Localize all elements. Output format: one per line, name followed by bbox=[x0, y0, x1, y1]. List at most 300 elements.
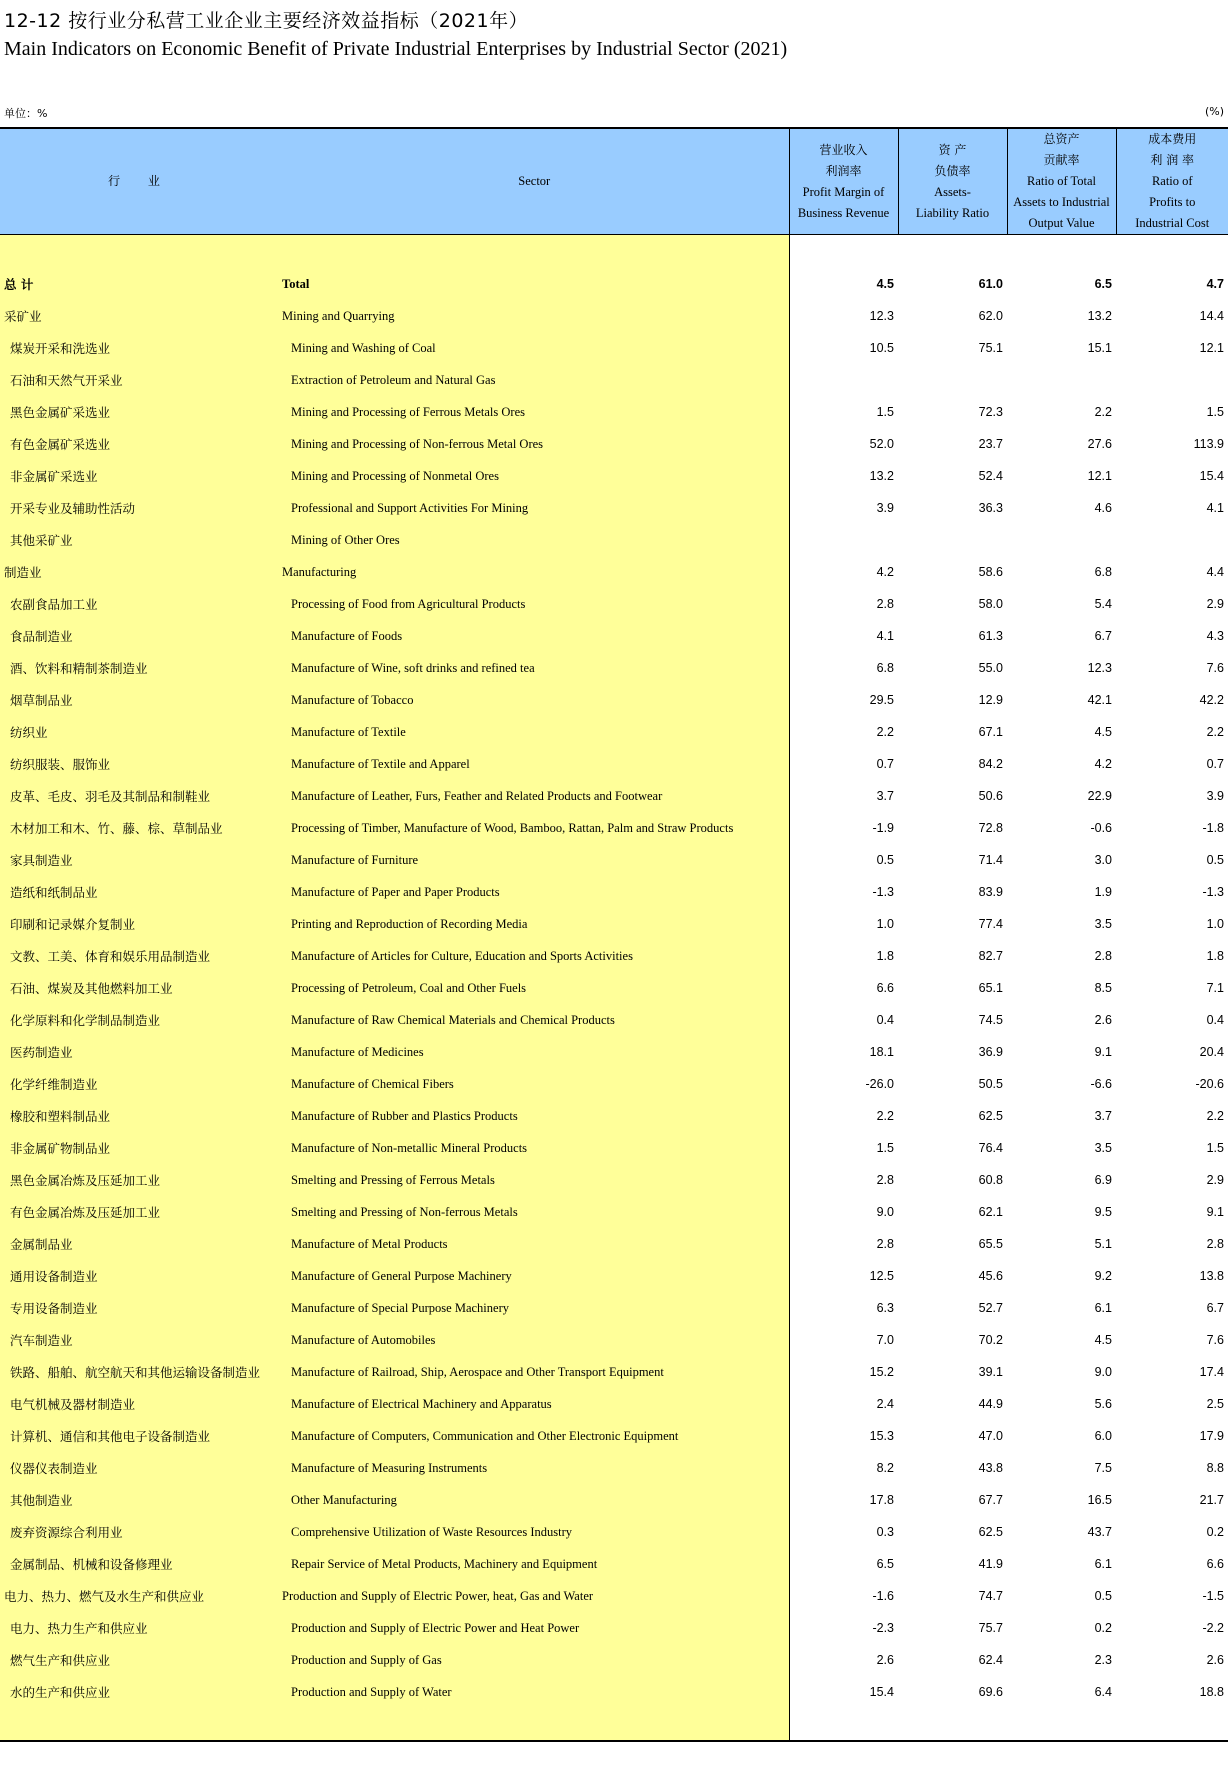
cost-profit-ratio-value: 0.2 bbox=[1206, 1525, 1224, 1539]
sector-name-cn: 汽车制造业 bbox=[0, 1324, 280, 1356]
spacer-cell bbox=[898, 1708, 1007, 1741]
profit-margin-value: 4.2 bbox=[789, 556, 898, 588]
liability-ratio-value: 23.7 bbox=[978, 437, 1003, 451]
table-row bbox=[0, 556, 1228, 588]
profit-margin-value: 52.0 bbox=[789, 428, 898, 460]
sector-name-cn: 医药制造业 bbox=[0, 1036, 280, 1068]
header-label-en: Ratio of Total bbox=[1026, 174, 1097, 188]
sector-name-en: Manufacture of Textile bbox=[280, 716, 789, 748]
sector-name-cn: 纺织服装、服饰业 bbox=[0, 748, 280, 780]
spacer-cell bbox=[0, 1708, 280, 1741]
profit-margin-value: 9.0 bbox=[789, 1196, 898, 1228]
table-title-en: Main Indicators on Economic Benefit of Private Industrial Enterprises by Industrial Sector (2021) bbox=[4, 38, 788, 60]
sector-name-cn: 酒、饮料和精制茶制造业 bbox=[0, 652, 280, 684]
indicators-table bbox=[0, 127, 1228, 1742]
table-row bbox=[0, 428, 1228, 460]
sector-name-cn: 计算机、通信和其他电子设备制造业 bbox=[0, 1420, 280, 1452]
table-row bbox=[0, 684, 1228, 716]
cost-profit-ratio-value: 15.4 bbox=[1199, 469, 1224, 483]
sector-name-en: Manufacture of Tobacco bbox=[280, 684, 789, 716]
liability-ratio-value: 72.8 bbox=[978, 821, 1003, 835]
sector-name-en: Manufacture of Wine, soft drinks and refined tea bbox=[280, 652, 789, 684]
sector-name-en: Manufacture of Computers, Communication and Other Electronic Equipment bbox=[280, 1420, 789, 1452]
cost-profit-ratio-value: 20.4 bbox=[1199, 1045, 1224, 1059]
sector-name-cn: 其他采矿业 bbox=[0, 524, 280, 556]
sector-name-en: Production and Supply of Electric Power and Heat Power bbox=[280, 1612, 789, 1644]
profit-margin-value: 2.4 bbox=[789, 1388, 898, 1420]
liability-ratio-value: 82.7 bbox=[978, 949, 1003, 963]
unit-label-right: (%) bbox=[1204, 105, 1224, 118]
assets-contribution-value: 6.1 bbox=[1094, 1557, 1112, 1571]
cost-profit-ratio-value: 14.4 bbox=[1199, 309, 1224, 323]
assets-contribution-value: 4.5 bbox=[1094, 725, 1112, 739]
table-title-cn: 12-12 按行业分私营工业企业主要经济效益指标（2021年） bbox=[4, 10, 529, 32]
liability-ratio-value: 58.6 bbox=[978, 565, 1003, 579]
header-label-cn: 营业收入 bbox=[819, 142, 868, 157]
spacer-cell bbox=[1116, 1708, 1228, 1741]
cost-profit-ratio-value: 1.5 bbox=[1206, 405, 1224, 419]
profit-margin-value: 8.2 bbox=[789, 1452, 898, 1484]
sector-name-en: Production and Supply of Gas bbox=[280, 1644, 789, 1676]
liability-ratio-value: 62.5 bbox=[978, 1109, 1003, 1123]
spacer-cell bbox=[1116, 235, 1228, 269]
sector-name-en: Manufacture of General Purpose Machinery bbox=[280, 1260, 789, 1292]
assets-contribution-value: 6.9 bbox=[1094, 1173, 1112, 1187]
sector-name-en: Manufacture of Special Purpose Machinery bbox=[280, 1292, 789, 1324]
sector-name-cn: 仪器仪表制造业 bbox=[0, 1452, 280, 1484]
liability-ratio-value: 67.7 bbox=[978, 1493, 1003, 1507]
profit-margin-value: 6.6 bbox=[789, 972, 898, 1004]
assets-contribution-value: 1.9 bbox=[1094, 885, 1112, 899]
liability-ratio-value: 62.1 bbox=[978, 1205, 1003, 1219]
sector-name-en: Processing of Food from Agricultural Products bbox=[280, 588, 789, 620]
cost-profit-ratio-value: 18.8 bbox=[1199, 1685, 1224, 1699]
header-label-cn: 利 润 率 bbox=[1150, 153, 1195, 167]
spacer-cell bbox=[789, 1708, 898, 1741]
sector-name-cn: 非金属矿采选业 bbox=[0, 460, 280, 492]
assets-contribution-value: 16.5 bbox=[1087, 1493, 1112, 1507]
profit-margin-value: 0.7 bbox=[789, 748, 898, 780]
cost-profit-ratio-value: 4.7 bbox=[1206, 277, 1224, 291]
table-row bbox=[0, 1548, 1228, 1580]
sector-name-en: Manufacture of Foods bbox=[280, 620, 789, 652]
assets-contribution-value: 6.4 bbox=[1094, 1685, 1112, 1699]
profit-margin-value: -1.9 bbox=[789, 812, 898, 844]
profit-margin-value: 15.3 bbox=[789, 1420, 898, 1452]
liability-ratio-value: 67.1 bbox=[978, 725, 1003, 739]
sector-name-cn: 燃气生产和供应业 bbox=[0, 1644, 280, 1676]
cost-profit-ratio-value: 2.2 bbox=[1206, 725, 1224, 739]
cost-profit-ratio-value: -1.8 bbox=[1202, 821, 1224, 835]
sector-name-cn: 黑色金属矿采选业 bbox=[0, 396, 280, 428]
liability-ratio-value: 61.0 bbox=[978, 277, 1003, 291]
cost-profit-ratio-value: 2.5 bbox=[1206, 1397, 1224, 1411]
header-cost-profit-ratio bbox=[1116, 128, 1228, 235]
profit-margin-value: 2.6 bbox=[789, 1644, 898, 1676]
liability-ratio-value: 76.4 bbox=[978, 1141, 1003, 1155]
assets-contribution-value: 15.1 bbox=[1087, 341, 1112, 355]
header-label-en: Industrial Cost bbox=[1135, 216, 1210, 230]
sector-name-en: Manufacture of Textile and Apparel bbox=[280, 748, 789, 780]
profit-margin-value: 1.5 bbox=[789, 1132, 898, 1164]
table-row bbox=[0, 1484, 1228, 1516]
header-label-en: Liability Ratio bbox=[915, 205, 990, 220]
assets-contribution-value: 6.0 bbox=[1094, 1429, 1112, 1443]
cost-profit-ratio-value: 0.4 bbox=[1206, 1013, 1224, 1027]
cost-profit-ratio-value: -1.3 bbox=[1202, 885, 1224, 899]
profit-margin-value: 3.7 bbox=[789, 780, 898, 812]
sector-name-cn: 金属制品、机械和设备修理业 bbox=[0, 1548, 280, 1580]
table-row bbox=[0, 748, 1228, 780]
assets-contribution-value: 7.5 bbox=[1094, 1461, 1112, 1475]
cost-profit-ratio-value: 0.7 bbox=[1206, 757, 1224, 771]
cost-profit-ratio-value: 12.1 bbox=[1199, 341, 1224, 355]
assets-contribution-value: 42.1 bbox=[1087, 693, 1112, 707]
sector-name-en: Manufacture of Railroad, Ship, Aerospace and Other Transport Equipment bbox=[280, 1356, 789, 1388]
table-row bbox=[0, 588, 1228, 620]
profit-margin-value bbox=[789, 524, 898, 556]
header-liability-ratio bbox=[898, 128, 1007, 235]
assets-contribution-value: 43.7 bbox=[1087, 1525, 1112, 1539]
assets-contribution-value: 3.7 bbox=[1094, 1109, 1112, 1123]
sector-name-en: Manufacture of Medicines bbox=[280, 1036, 789, 1068]
cost-profit-ratio-value: 2.9 bbox=[1206, 597, 1224, 611]
sector-name-en: Mining and Washing of Coal bbox=[280, 332, 789, 364]
sector-name-en: Processing of Timber, Manufacture of Wood, Bamboo, Rattan, Palm and Straw Products bbox=[280, 812, 789, 844]
cost-profit-ratio-value: 8.8 bbox=[1206, 1461, 1224, 1475]
assets-contribution-value: 5.4 bbox=[1094, 597, 1112, 611]
sector-name-cn: 食品制造业 bbox=[0, 620, 280, 652]
spacer-cell bbox=[1007, 1708, 1116, 1741]
liability-ratio-value: 77.4 bbox=[978, 917, 1003, 931]
spacer-cell bbox=[898, 235, 1007, 269]
profit-margin-value: 2.8 bbox=[789, 588, 898, 620]
sector-name-en: Mining and Quarrying bbox=[280, 300, 789, 332]
sector-name-en: Manufacture of Electrical Machinery and Apparatus bbox=[280, 1388, 789, 1420]
assets-contribution-value: 3.5 bbox=[1094, 1141, 1112, 1155]
table-row bbox=[0, 1164, 1228, 1196]
header-label-cn: 成本费用 bbox=[1148, 132, 1197, 146]
cost-profit-ratio-value: 2.9 bbox=[1206, 1173, 1224, 1187]
table-row bbox=[0, 620, 1228, 652]
liability-ratio-value: 36.3 bbox=[978, 501, 1003, 515]
liability-ratio-value: 83.9 bbox=[978, 885, 1003, 899]
sector-name-cn: 铁路、船舶、航空航天和其他运输设备制造业 bbox=[0, 1356, 280, 1388]
profit-margin-value: 6.3 bbox=[789, 1292, 898, 1324]
cost-profit-ratio-value: 113.9 bbox=[1193, 437, 1224, 451]
table-row bbox=[0, 1452, 1228, 1484]
sector-name-cn: 通用设备制造业 bbox=[0, 1260, 280, 1292]
liability-ratio-value: 52.4 bbox=[978, 469, 1003, 483]
header-row bbox=[0, 128, 1228, 235]
sector-name-en: Manufacture of Paper and Paper Products bbox=[280, 876, 789, 908]
table-row bbox=[0, 1260, 1228, 1292]
sector-name-en: Processing of Petroleum, Coal and Other Fuels bbox=[280, 972, 789, 1004]
header-sector-cn: 行 业 bbox=[0, 128, 280, 235]
liability-ratio-value: 41.9 bbox=[978, 1557, 1003, 1571]
assets-contribution-value: 3.0 bbox=[1094, 853, 1112, 867]
profit-margin-value: 2.2 bbox=[789, 716, 898, 748]
profit-margin-value: -2.3 bbox=[789, 1612, 898, 1644]
spacer-row bbox=[0, 1708, 1228, 1741]
table-row bbox=[0, 1420, 1228, 1452]
table-row bbox=[0, 1676, 1228, 1708]
profit-margin-value: 2.8 bbox=[789, 1228, 898, 1260]
sector-name-en: Manufacture of Articles for Culture, Education and Sports Activities bbox=[280, 940, 789, 972]
table-row bbox=[0, 780, 1228, 812]
assets-contribution-value: 0.2 bbox=[1094, 1621, 1112, 1635]
table-row bbox=[0, 812, 1228, 844]
table-row bbox=[0, 1516, 1228, 1548]
table-row bbox=[0, 1356, 1228, 1388]
assets-contribution-value: 4.6 bbox=[1094, 501, 1112, 515]
table-row bbox=[0, 1004, 1228, 1036]
header-sector-en: Sector bbox=[280, 128, 789, 235]
assets-contribution-value: 9.0 bbox=[1094, 1365, 1112, 1379]
sector-name-en: Smelting and Pressing of Ferrous Metals bbox=[280, 1164, 789, 1196]
sector-name-en: Professional and Support Activities For Mining bbox=[280, 492, 789, 524]
sector-name-cn: 有色金属矿采选业 bbox=[0, 428, 280, 460]
profit-margin-value: 0.4 bbox=[789, 1004, 898, 1036]
sector-name-cn: 烟草制品业 bbox=[0, 684, 280, 716]
profit-margin-value: 2.8 bbox=[789, 1164, 898, 1196]
sector-name-cn: 专用设备制造业 bbox=[0, 1292, 280, 1324]
sector-name-cn: 电气机械及器材制造业 bbox=[0, 1388, 280, 1420]
table-row bbox=[0, 460, 1228, 492]
profit-margin-value: 1.5 bbox=[789, 396, 898, 428]
sector-name-en: Total bbox=[280, 268, 789, 300]
liability-ratio-value: 62.5 bbox=[978, 1525, 1003, 1539]
sector-name-cn: 水的生产和供应业 bbox=[0, 1676, 280, 1708]
assets-contribution-value: -6.6 bbox=[1090, 1077, 1112, 1091]
header-label-cn: 负债率 bbox=[934, 163, 971, 178]
sector-name-en: Manufacturing bbox=[280, 556, 789, 588]
spacer-cell bbox=[1007, 235, 1116, 269]
profit-margin-value: 6.5 bbox=[789, 1548, 898, 1580]
assets-contribution-value: 5.6 bbox=[1094, 1397, 1112, 1411]
table-row bbox=[0, 1068, 1228, 1100]
cost-profit-ratio-value: 4.3 bbox=[1206, 629, 1224, 643]
profit-margin-value: -26.0 bbox=[789, 1068, 898, 1100]
spacer-cell bbox=[280, 235, 789, 269]
liability-ratio-value: 69.6 bbox=[978, 1685, 1003, 1699]
sector-name-en: Mining and Processing of Ferrous Metals Ores bbox=[280, 396, 789, 428]
cost-profit-ratio-value: 21.7 bbox=[1199, 1493, 1224, 1507]
cost-profit-ratio-value: 1.8 bbox=[1206, 949, 1224, 963]
assets-contribution-value bbox=[1007, 364, 1116, 396]
assets-contribution-value: 22.9 bbox=[1087, 789, 1112, 803]
profit-margin-value: 12.5 bbox=[789, 1260, 898, 1292]
profit-margin-value: 15.4 bbox=[789, 1676, 898, 1708]
cost-profit-ratio-value: 17.9 bbox=[1199, 1429, 1224, 1443]
sector-name-cn: 皮革、毛皮、羽毛及其制品和制鞋业 bbox=[0, 780, 280, 812]
sector-name-cn: 电力、热力生产和供应业 bbox=[0, 1612, 280, 1644]
table-row bbox=[0, 1132, 1228, 1164]
assets-contribution-value: 9.5 bbox=[1094, 1205, 1112, 1219]
table-body bbox=[0, 235, 1228, 1742]
assets-contribution-value: 8.5 bbox=[1094, 981, 1112, 995]
sector-name-cn: 橡胶和塑料制品业 bbox=[0, 1100, 280, 1132]
sector-name-cn: 木材加工和木、竹、藤、棕、草制品业 bbox=[0, 812, 280, 844]
sector-name-cn: 化学原料和化学制品制造业 bbox=[0, 1004, 280, 1036]
spacer-cell bbox=[789, 235, 898, 269]
sector-name-cn: 黑色金属冶炼及压延加工业 bbox=[0, 1164, 280, 1196]
sector-name-en: Manufacture of Measuring Instruments bbox=[280, 1452, 789, 1484]
cost-profit-ratio-value: 7.6 bbox=[1206, 1333, 1224, 1347]
liability-ratio-value: 61.3 bbox=[978, 629, 1003, 643]
table-row bbox=[0, 652, 1228, 684]
header-label-cn: 利润率 bbox=[825, 163, 862, 178]
liability-ratio-value bbox=[898, 524, 1007, 556]
table-row bbox=[0, 1196, 1228, 1228]
sector-name-cn: 印刷和记录媒介复制业 bbox=[0, 908, 280, 940]
sector-name-cn: 废弃资源综合利用业 bbox=[0, 1516, 280, 1548]
assets-contribution-value: 6.5 bbox=[1094, 277, 1112, 291]
liability-ratio-value: 52.7 bbox=[978, 1301, 1003, 1315]
profit-margin-value: 15.2 bbox=[789, 1356, 898, 1388]
table-row bbox=[0, 1388, 1228, 1420]
spacer-row bbox=[0, 235, 1228, 269]
assets-contribution-value: 12.3 bbox=[1087, 661, 1112, 675]
assets-contribution-value: 0.5 bbox=[1094, 1589, 1112, 1603]
profit-margin-value: 29.5 bbox=[789, 684, 898, 716]
sector-name-en: Production and Supply of Water bbox=[280, 1676, 789, 1708]
header-profit-margin bbox=[789, 128, 898, 235]
cost-profit-ratio-value: 9.1 bbox=[1206, 1205, 1224, 1219]
profit-margin-value: 4.5 bbox=[789, 268, 898, 300]
cost-profit-ratio-value bbox=[1116, 364, 1228, 396]
sector-name-cn: 非金属矿物制品业 bbox=[0, 1132, 280, 1164]
liability-ratio-value: 50.6 bbox=[978, 789, 1003, 803]
header-label-en: Profits to bbox=[1149, 195, 1196, 209]
liability-ratio-value: 36.9 bbox=[978, 1045, 1003, 1059]
header-label-en: Business Revenue bbox=[797, 205, 890, 220]
assets-contribution-value: 9.1 bbox=[1094, 1045, 1112, 1059]
header-label-en: Assets to Industrial bbox=[1013, 195, 1110, 209]
sector-name-en: Manufacture of Rubber and Plastics Products bbox=[280, 1100, 789, 1132]
header-label-cn: 总资产 bbox=[1043, 132, 1080, 146]
assets-contribution-value: 2.8 bbox=[1094, 949, 1112, 963]
table-row bbox=[0, 524, 1228, 556]
profit-margin-value: 1.0 bbox=[789, 908, 898, 940]
sector-name-en: Production and Supply of Electric Power, heat, Gas and Water bbox=[280, 1580, 789, 1612]
sector-name-en: Manufacture of Automobiles bbox=[280, 1324, 789, 1356]
sector-name-cn: 开采专业及辅助性活动 bbox=[0, 492, 280, 524]
cost-profit-ratio-value: -20.6 bbox=[1195, 1077, 1224, 1091]
cost-profit-ratio-value: 7.6 bbox=[1206, 661, 1224, 675]
table-row bbox=[0, 844, 1228, 876]
liability-ratio-value bbox=[898, 364, 1007, 396]
cost-profit-ratio-value: 6.6 bbox=[1206, 1557, 1224, 1571]
spacer-cell bbox=[0, 235, 280, 269]
cost-profit-ratio-value: 0.5 bbox=[1206, 853, 1224, 867]
liability-ratio-value: 74.5 bbox=[978, 1013, 1003, 1027]
sector-name-en: Mining and Processing of Non-ferrous Metal Ores bbox=[280, 428, 789, 460]
sector-name-cn: 石油和天然气开采业 bbox=[0, 364, 280, 396]
liability-ratio-value: 39.1 bbox=[978, 1365, 1003, 1379]
table-row bbox=[0, 1612, 1228, 1644]
assets-contribution-value: 2.2 bbox=[1094, 405, 1112, 419]
liability-ratio-value: 65.5 bbox=[978, 1237, 1003, 1251]
assets-contribution-value: 4.5 bbox=[1094, 1333, 1112, 1347]
profit-margin-value: 0.5 bbox=[789, 844, 898, 876]
cost-profit-ratio-value: 7.1 bbox=[1206, 981, 1224, 995]
cost-profit-ratio-value: -1.5 bbox=[1202, 1589, 1224, 1603]
liability-ratio-value: 75.7 bbox=[978, 1621, 1003, 1635]
table-row bbox=[0, 1036, 1228, 1068]
assets-contribution-value: 2.3 bbox=[1094, 1653, 1112, 1667]
profit-margin-value: 12.3 bbox=[789, 300, 898, 332]
header-assets-contribution bbox=[1007, 128, 1116, 235]
sector-name-en: Mining and Processing of Nonmetal Ores bbox=[280, 460, 789, 492]
profit-margin-value: 7.0 bbox=[789, 1324, 898, 1356]
sector-name-cn: 农副食品加工业 bbox=[0, 588, 280, 620]
sector-name-cn: 电力、热力、燃气及水生产和供应业 bbox=[0, 1580, 280, 1612]
sector-name-cn: 其他制造业 bbox=[0, 1484, 280, 1516]
table-row bbox=[0, 1100, 1228, 1132]
profit-margin-value: 13.2 bbox=[789, 460, 898, 492]
table-row bbox=[0, 876, 1228, 908]
liability-ratio-value: 71.4 bbox=[978, 853, 1003, 867]
sector-name-en: Repair Service of Metal Products, Machinery and Equipment bbox=[280, 1548, 789, 1580]
header-label-en: Assets- bbox=[934, 184, 971, 199]
table-row bbox=[0, 1292, 1228, 1324]
profit-margin-value: 18.1 bbox=[789, 1036, 898, 1068]
sector-name-cn: 石油、煤炭及其他燃料加工业 bbox=[0, 972, 280, 1004]
header-label-cn: 贡献率 bbox=[1043, 153, 1080, 167]
cost-profit-ratio-value: 17.4 bbox=[1199, 1365, 1224, 1379]
liability-ratio-value: 43.8 bbox=[978, 1461, 1003, 1475]
sector-name-cn: 金属制品业 bbox=[0, 1228, 280, 1260]
profit-margin-value: 1.8 bbox=[789, 940, 898, 972]
header-label-en: Output Value bbox=[1028, 216, 1095, 230]
sector-name-en: Smelting and Pressing of Non-ferrous Metals bbox=[280, 1196, 789, 1228]
liability-ratio-value: 84.2 bbox=[978, 757, 1003, 771]
liability-ratio-value: 72.3 bbox=[978, 405, 1003, 419]
liability-ratio-value: 65.1 bbox=[978, 981, 1003, 995]
profit-margin-value: 3.9 bbox=[789, 492, 898, 524]
profit-margin-value: 6.8 bbox=[789, 652, 898, 684]
liability-ratio-value: 55.0 bbox=[978, 661, 1003, 675]
cost-profit-ratio-value: 4.1 bbox=[1206, 501, 1224, 515]
table-row bbox=[0, 396, 1228, 428]
sector-name-en: Manufacture of Furniture bbox=[280, 844, 789, 876]
cost-profit-ratio-value: 4.4 bbox=[1206, 565, 1224, 579]
assets-contribution-value: 27.6 bbox=[1087, 437, 1112, 451]
profit-margin-value: 10.5 bbox=[789, 332, 898, 364]
assets-contribution-value: 4.2 bbox=[1094, 757, 1112, 771]
profit-margin-value: 4.1 bbox=[789, 620, 898, 652]
sector-name-en: Manufacture of Raw Chemical Materials and Chemical Products bbox=[280, 1004, 789, 1036]
assets-contribution-value: 9.2 bbox=[1094, 1269, 1112, 1283]
unit-label: 单位：% bbox=[4, 107, 48, 120]
sector-name-cn: 采矿业 bbox=[0, 300, 280, 332]
assets-contribution-value: 2.6 bbox=[1094, 1013, 1112, 1027]
cost-profit-ratio-value: 42.2 bbox=[1199, 693, 1224, 707]
sector-name-cn: 有色金属冶炼及压延加工业 bbox=[0, 1196, 280, 1228]
assets-contribution-value bbox=[1007, 524, 1116, 556]
profit-margin-value: 2.2 bbox=[789, 1100, 898, 1132]
sector-name-cn: 造纸和纸制品业 bbox=[0, 876, 280, 908]
liability-ratio-value: 62.4 bbox=[978, 1653, 1003, 1667]
sector-name-cn: 家具制造业 bbox=[0, 844, 280, 876]
profit-margin-value: 17.8 bbox=[789, 1484, 898, 1516]
sector-name-en: Extraction of Petroleum and Natural Gas bbox=[280, 364, 789, 396]
cost-profit-ratio-value: 2.2 bbox=[1206, 1109, 1224, 1123]
table-row bbox=[0, 1324, 1228, 1356]
cost-profit-ratio-value: -2.2 bbox=[1202, 1621, 1224, 1635]
cost-profit-ratio-value: 1.5 bbox=[1206, 1141, 1224, 1155]
